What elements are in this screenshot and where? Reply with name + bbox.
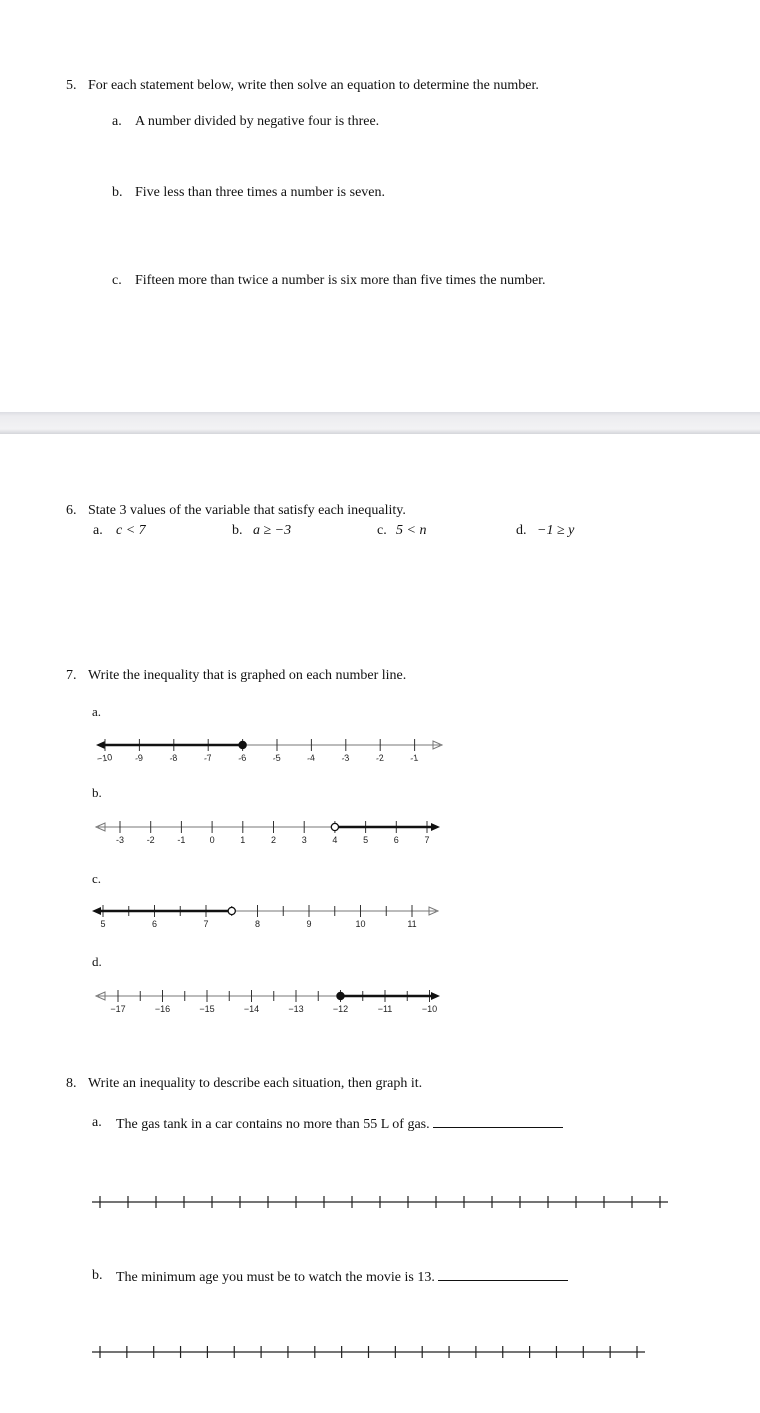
q5b-letter: b.	[112, 185, 123, 200]
tick-label: 11	[407, 919, 417, 929]
q8-prompt: Write an inequality to describe each situation, then graph it.	[88, 1076, 423, 1091]
tick-label: −12	[332, 1004, 349, 1014]
q8a-row	[116, 1115, 563, 1133]
tick-label: −14	[243, 1004, 260, 1014]
tick-label: 5	[363, 835, 369, 845]
closed-point	[239, 741, 246, 748]
tick-label: -4	[306, 752, 316, 764]
tick-label: -7	[203, 752, 213, 764]
tick-label: −10	[96, 752, 113, 765]
q8b-row	[116, 1268, 568, 1286]
tick-label: 8	[254, 919, 261, 929]
q8b-text: The minimum age you must be to watch the movie is 13.	[116, 1270, 435, 1285]
tick-label: -2	[146, 835, 155, 845]
tick-label: −11	[377, 1004, 393, 1014]
q6b-inequality: a ≥ −3	[253, 523, 292, 538]
open-point	[331, 823, 338, 830]
q8a-letter: a.	[92, 1115, 102, 1130]
q5c-letter: c.	[112, 273, 122, 288]
q6d-letter: d.	[516, 523, 527, 538]
q6c-inequality: 5 < n	[396, 523, 427, 538]
number-line-c	[0, 899, 760, 939]
q5-prompt: For each statement below, write then solve an equation to determine the number.	[88, 78, 539, 93]
tick-label: -8	[168, 752, 179, 764]
page-separator	[0, 412, 760, 434]
q8-number: 8.	[66, 1076, 77, 1091]
tick-label: −13	[288, 1004, 304, 1014]
tick-label: 9	[306, 919, 312, 929]
q8a-text: The gas tank in a car contains no more than 55 L of gas.	[116, 1117, 430, 1132]
tick-label: −15	[199, 1004, 215, 1014]
tick-label: 7	[424, 835, 430, 845]
q7-number: 7.	[66, 668, 77, 683]
tick-label: 6	[151, 919, 158, 929]
tick-label: −16	[154, 1004, 171, 1014]
q5c-text: Fifteen more than twice a number is six more than five times the number.	[135, 273, 546, 288]
q5-number: 5.	[66, 78, 77, 93]
q6a-inequality: c < 7	[116, 523, 146, 538]
q6d-inequality: −1 ≥ y	[537, 523, 575, 538]
tick-label: −10	[421, 1004, 438, 1014]
q6-number: 6.	[66, 503, 77, 518]
tick-label: 4	[332, 835, 338, 845]
tick-label: -6	[237, 752, 247, 764]
q7-prompt: Write the inequality that is graphed on each number line.	[88, 668, 407, 683]
tick-label: 7	[203, 919, 209, 929]
tick-label: -3	[340, 752, 351, 764]
tick-label: -1	[409, 752, 419, 764]
q5b-text: Five less than three times a number is seven.	[135, 185, 385, 200]
number-line-b	[0, 815, 760, 855]
closed-point	[337, 992, 344, 999]
tick-label: 10	[355, 919, 366, 929]
q7c-letter: c.	[92, 871, 102, 886]
q7a-letter: a.	[92, 704, 102, 719]
blank-number-line-a[interactable]	[0, 1190, 760, 1214]
tick-label: −17	[110, 1004, 126, 1014]
number-line-d	[0, 984, 760, 1024]
q8a-answer-blank[interactable]	[433, 1115, 563, 1128]
blank-number-line-b[interactable]	[0, 1340, 760, 1364]
open-point	[228, 907, 235, 914]
tick-label: 2	[270, 835, 277, 845]
tick-label: 6	[393, 835, 399, 845]
tick-label: -1	[177, 835, 186, 845]
q6c-letter: c.	[377, 523, 387, 538]
tick-label: 3	[301, 835, 307, 845]
tick-label: 5	[100, 919, 106, 929]
tick-label: -2	[375, 752, 385, 764]
tick-label: 1	[240, 835, 246, 845]
q5a-text: A number divided by negative four is three.	[135, 114, 380, 129]
q8b-letter: b.	[92, 1268, 103, 1283]
tick-label: 0	[209, 835, 215, 845]
q7b-letter: b.	[92, 785, 102, 800]
tick-label: -9	[134, 752, 144, 764]
number-line-a	[0, 730, 760, 770]
q6a-letter: a.	[93, 523, 103, 538]
q6b-letter: b.	[232, 523, 243, 538]
q5a-letter: a.	[112, 114, 122, 129]
q7d-letter: d.	[92, 954, 102, 969]
tick-label: -5	[271, 752, 282, 764]
q6-prompt: State 3 values of the variable that satisfy each inequality.	[88, 503, 406, 518]
tick-label: -3	[115, 835, 125, 845]
q8b-answer-blank[interactable]	[438, 1268, 568, 1281]
